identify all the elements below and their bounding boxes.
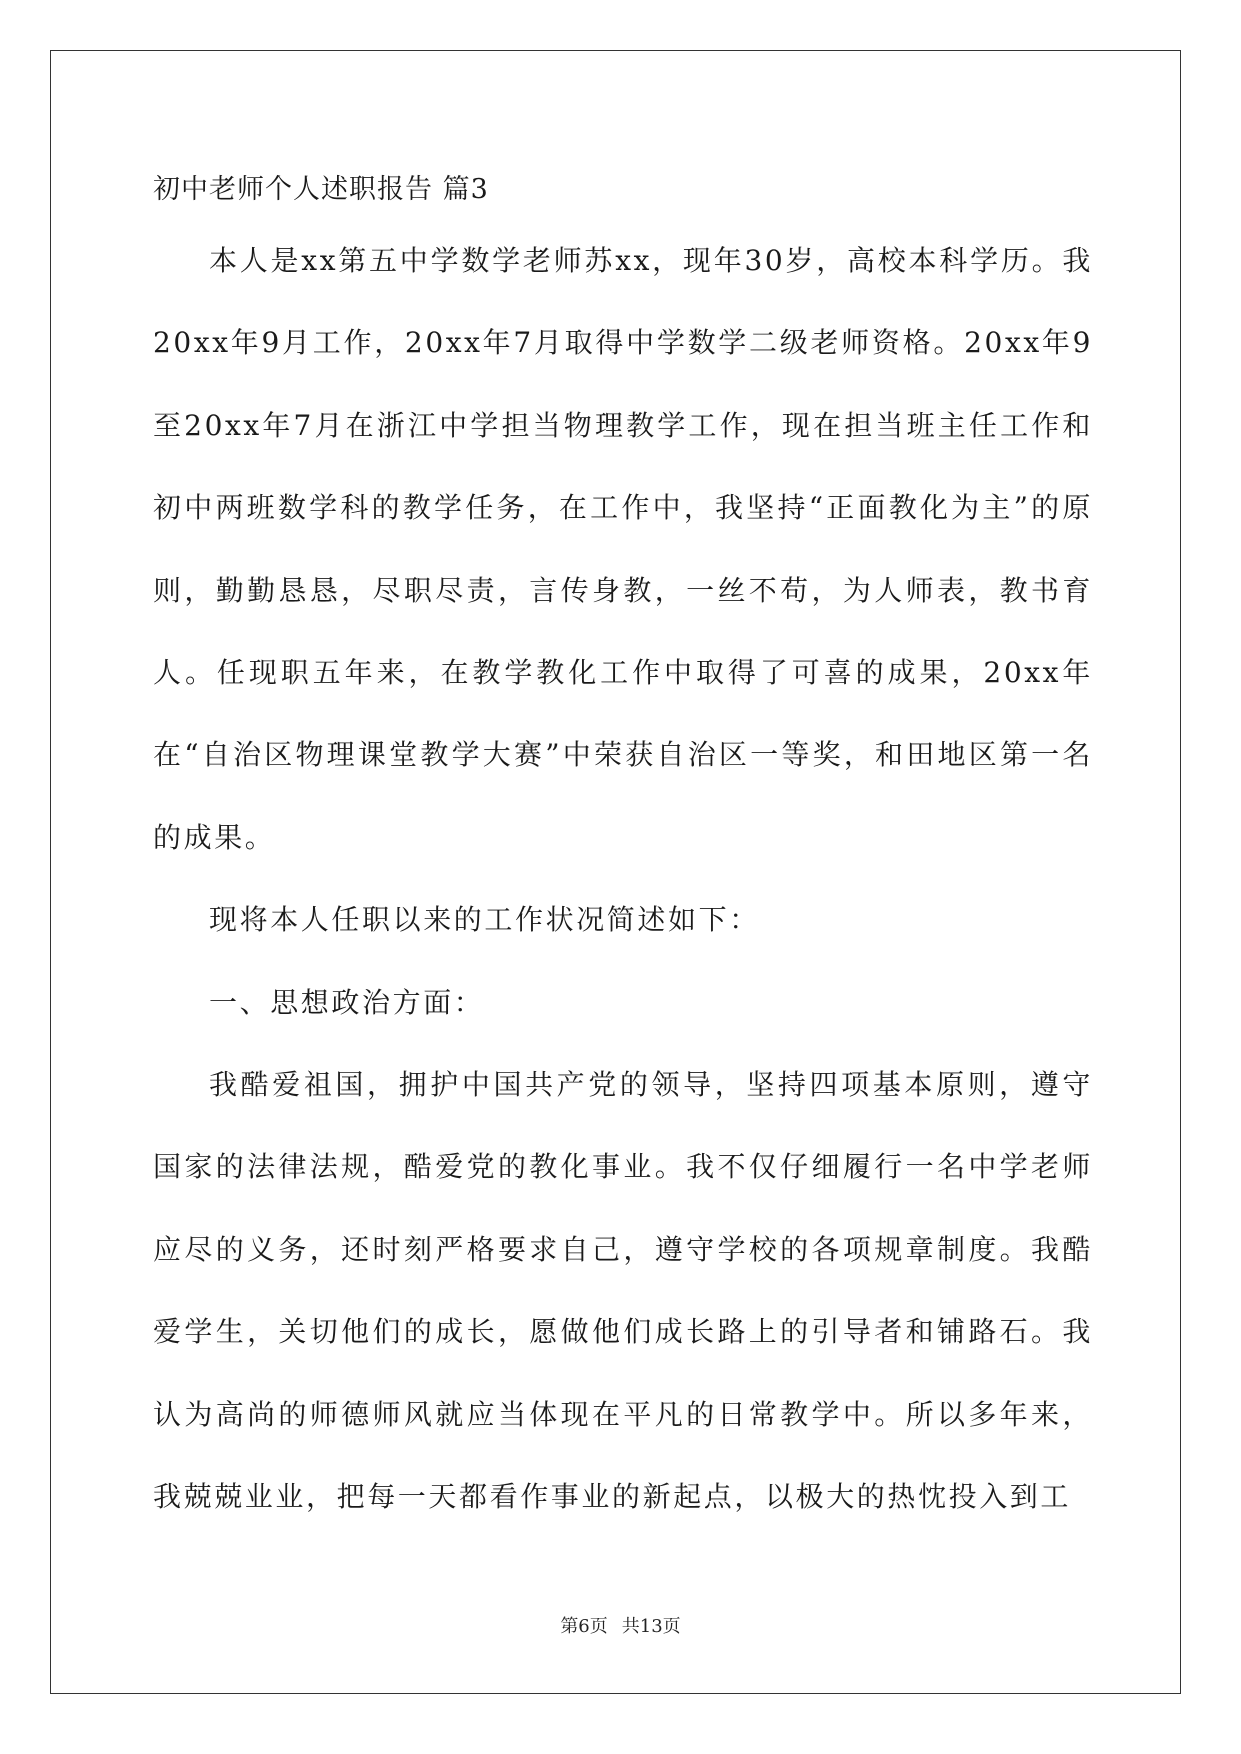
paragraph-summary-lead: 现将本人任职以来的工作状况简述如下：: [209, 903, 760, 937]
document-body: [153, 160, 1093, 1539]
paragraph-intro: 本人是xx第五中学数学老师苏xx，现年30岁，高校本科学历。我20xx年9月工作，20xx年7月取得中学数学二级老师资格。20xx年9至20xx年7月在浙江中学担当物理教学工作，现在担当班主任工作和初中两班数学科的教学任务，在工作中，我坚持“正面教化为主”的原则，勤勤恳恳，尽职尽责，言传身教，一丝不苟，为人师表，教书育人。任现职五年来，在教学教化工作中取得了可喜的成果，20xx年在“自治区物理课堂教学大赛”中荣获自治区一等奖，和田地区第一名的成果。: [153, 244, 1093, 854]
paragraph-ideology: 我酷爱祖国，拥护中国共产党的领导，坚持四项基本原则，遵守国家的法律法规，酷爱党的教化事业。我不仅仔细履行一名中学老师应尽的义务，还时刻严格要求自己，遵守学校的各项规章制度。我酷爱学生，关切他们的成长，愿做他们成长路上的引导者和铺路石。我认为高尚的师德师风就应当体现在平凡的日常教学中。所以多年来，我兢兢业业，把每一天都看作事业的新起点，以极大的热忱投入到工: [153, 1068, 1093, 1514]
page-total: 共13页: [621, 1616, 681, 1637]
page-footer: [0, 1612, 1241, 1638]
document-title: 初中老师个人述职报告 篇3: [153, 174, 489, 205]
section-heading-ideology: 一、思想政治方面：: [209, 985, 485, 1019]
page-number: 第6页: [560, 1616, 608, 1637]
